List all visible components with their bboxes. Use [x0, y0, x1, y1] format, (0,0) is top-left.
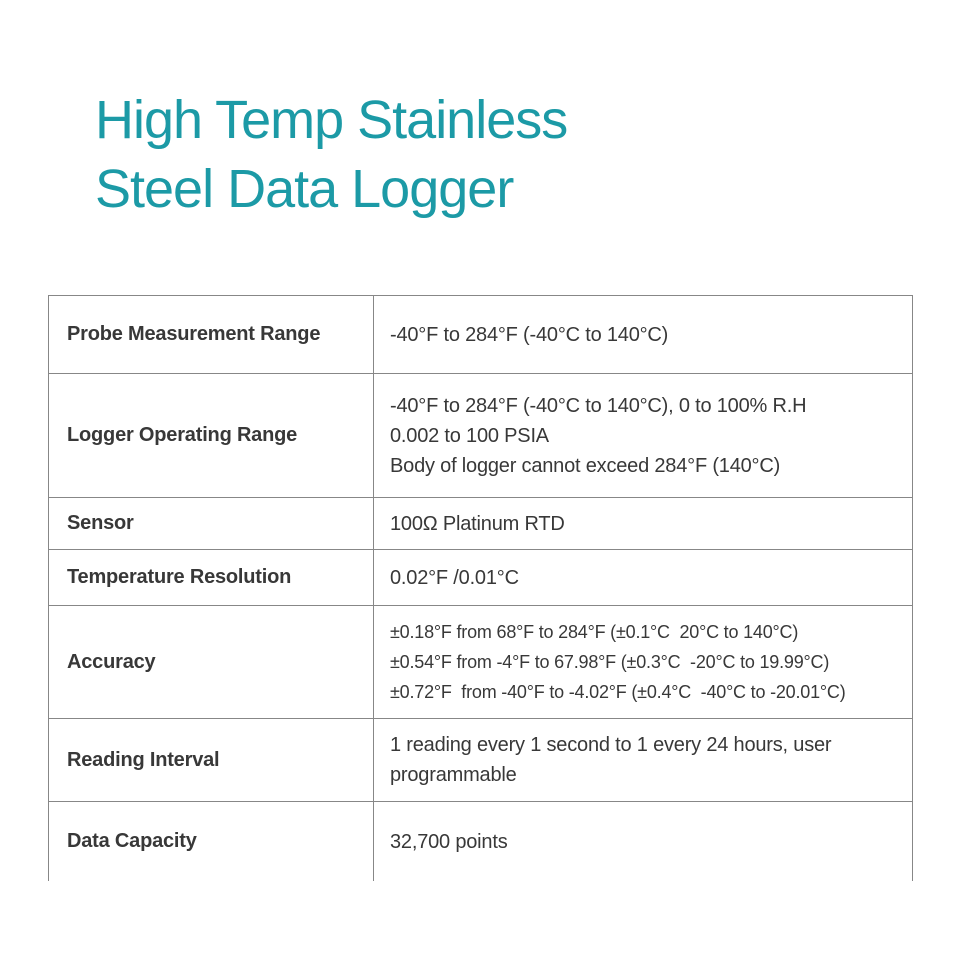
row-value	[374, 550, 912, 605]
row-value-line: ±0.72°F from -40°F to -4.02°F (±0.4°C -40°C to -20.01°C)	[390, 682, 846, 702]
spec-row-probe-measurement-range	[49, 296, 912, 374]
row-value-line: -40°F to 284°F (-40°C to 140°C), 0 to 100% R.H	[390, 394, 807, 417]
row-value	[374, 296, 912, 373]
row-label: Logger Operating Range	[49, 374, 374, 497]
row-value-line: 100Ω Platinum RTD	[390, 512, 565, 535]
row-label: Accuracy	[49, 606, 374, 718]
spec-row-temperature-resolution	[49, 550, 912, 606]
row-value	[374, 498, 912, 549]
row-value	[374, 719, 912, 801]
row-label: Reading Interval	[49, 719, 374, 801]
row-value-line: 0.002 to 100 PSIA	[390, 424, 549, 447]
row-value	[374, 606, 912, 718]
row-label: Sensor	[49, 498, 374, 549]
spec-row-sensor	[49, 498, 912, 550]
spec-row-reading-interval	[49, 719, 912, 802]
row-value-line: 1 reading every 1 second to 1 every 24 hours, user programmable	[390, 734, 837, 786]
row-value-line: Body of logger cannot exceed 284°F (140°C)	[390, 454, 781, 477]
spec-row-logger-operating-range	[49, 374, 912, 498]
row-value-line: -40°F to 284°F (-40°C to 140°C)	[390, 323, 669, 346]
row-value-line: 32,700 points	[390, 830, 508, 853]
row-value-line: 0.02°F /0.01°C	[390, 566, 519, 589]
spec-table	[48, 295, 913, 881]
page-title	[95, 86, 567, 224]
row-label: Probe Measurement Range	[49, 296, 374, 373]
row-label: Data Capacity	[49, 802, 374, 881]
row-value	[374, 802, 912, 881]
spec-row-accuracy	[49, 606, 912, 719]
page-title-line-2: Steel Data Logger	[95, 159, 514, 219]
spec-row-data-capacity	[49, 802, 912, 881]
row-value-line: ±0.54°F from -4°F to 67.98°F (±0.3°C -20°C to 19.99°C)	[390, 652, 830, 672]
row-value	[374, 374, 912, 497]
row-value-line: ±0.18°F from 68°F to 284°F (±0.1°C 20°C to 140°C)	[390, 622, 799, 642]
row-label: Temperature Resolution	[49, 550, 374, 605]
page-title-line-1: High Temp Stainless	[95, 90, 568, 150]
